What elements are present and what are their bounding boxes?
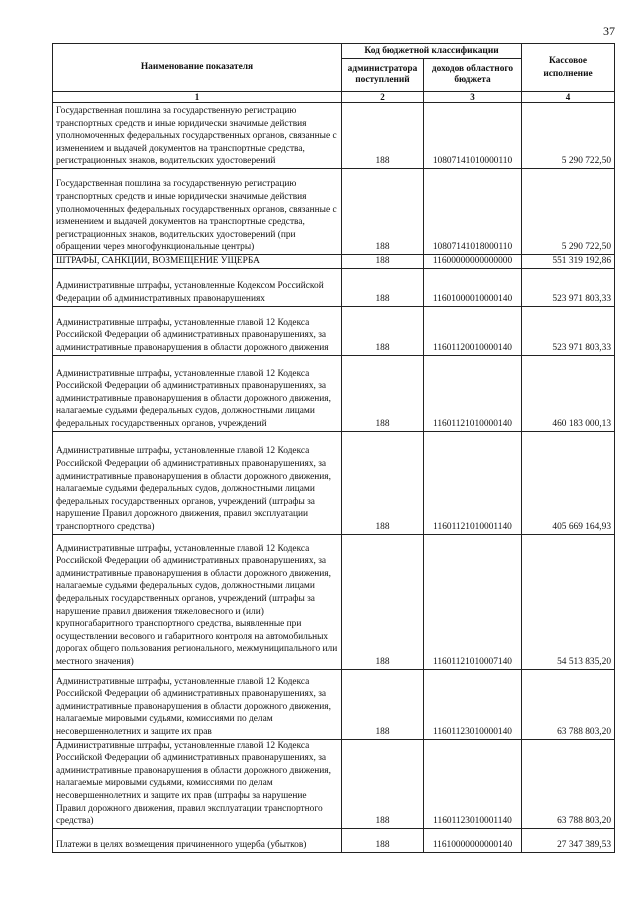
- row-budget-code: 10807141018000110: [424, 169, 522, 255]
- column-number: 2: [342, 92, 424, 103]
- row-amount: 5 290 722,50: [522, 169, 615, 255]
- row-budget-code: 11600000000000000: [424, 255, 522, 269]
- row-name: ШТРАФЫ, САНКЦИИ, ВОЗМЕЩЕНИЕ УЩЕРБА: [53, 255, 342, 269]
- table-row: [53, 355, 615, 431]
- table-row: [53, 739, 615, 828]
- row-admin-code: 188: [342, 255, 424, 269]
- row-admin-code: 188: [342, 169, 424, 255]
- column-number: 3: [424, 92, 522, 103]
- row-admin-code: 188: [342, 534, 424, 669]
- column-number: 4: [522, 92, 615, 103]
- row-amount: 63 788 803,20: [522, 739, 615, 828]
- row-admin-code: 188: [342, 268, 424, 306]
- row-name: Административные штрафы, установленные главой 12 Кодекса Российской Федерации об административных правонарушениях, за административные правонарушения в области дорожного движения, налагаемые судьями федеральных судов, должностными лицами федеральных государственных органов, учреждений: [53, 355, 342, 431]
- row-amount: 523 971 803,33: [522, 268, 615, 306]
- header-cash-execution: Кассовое исполнение: [522, 44, 615, 92]
- header-revenue-code: доходов областного бюджета: [424, 59, 522, 92]
- row-admin-code: 188: [342, 669, 424, 739]
- row-budget-code: 11601121010001140: [424, 431, 522, 534]
- table-row: [53, 103, 615, 169]
- row-amount: 405 669 164,93: [522, 431, 615, 534]
- row-name: Административные штрафы, установленные главой 12 Кодекса Российской Федерации об административных правонарушениях, за административные правонарушения в области дорожного движения, налагаемые судьями федеральных судов, должностными лицами федеральных государственных органов, учреждений (штрафы за нарушение правил движения тяжеловесного и (или) крупногабаритного транспортного средства, выявленные при осуществлении весового и габаритного контроля на автомобильных дорогах общего пользования регионального, межмуниципального или местного значения): [53, 534, 342, 669]
- row-amount: 54 513 835,20: [522, 534, 615, 669]
- row-name: Платежи в целях возмещения причиненного ущерба (убытков): [53, 828, 342, 852]
- row-budget-code: 11610000000000140: [424, 828, 522, 852]
- row-budget-code: 11601121010007140: [424, 534, 522, 669]
- row-budget-code: 11601121010000140: [424, 355, 522, 431]
- table-row: [53, 431, 615, 534]
- row-admin-code: 188: [342, 103, 424, 169]
- table-row: [53, 669, 615, 739]
- row-name: Административные штрафы, установленные главой 12 Кодекса Российской Федерации об административных правонарушениях, за административные правонарушения в области дорожного движения: [53, 306, 342, 355]
- row-amount: 460 183 000,13: [522, 355, 615, 431]
- row-admin-code: 188: [342, 306, 424, 355]
- header-indicator-name: Наименование показателя: [53, 44, 342, 92]
- page-number: 37: [603, 24, 615, 38]
- row-name: Государственная пошлина за государственную регистрацию транспортных средств и иные юридически значимые действия уполномоченных федеральных государственных органов, связанные с изменением и выдачей документов на транспортные средства, регистрационных знаков, водительских удостоверений (при обращении через многофункциональные центры): [53, 169, 342, 255]
- row-name: Государственная пошлина за государственную регистрацию транспортных средств и иные юридически значимые действия уполномоченных федеральных государственных органов, связанные с изменением и выдачей документов на транспортные средства, регистрационных знаков, водительских удостоверений: [53, 103, 342, 169]
- header-administrator: администратора поступлений: [342, 59, 424, 92]
- row-amount: 523 971 803,33: [522, 306, 615, 355]
- table-row: [53, 534, 615, 669]
- table-row: [53, 306, 615, 355]
- row-name: Административные штрафы, установленные главой 12 Кодекса Российской Федерации об административных правонарушениях, за административные правонарушения в области дорожного движения, налагаемые мировыми судьями, комиссиями по делам несовершеннолетних и защите их прав: [53, 669, 342, 739]
- table-row: [53, 268, 615, 306]
- budget-table: [52, 43, 615, 853]
- row-budget-code: 10807141010000110: [424, 103, 522, 169]
- row-name: Административные штрафы, установленные главой 12 Кодекса Российской Федерации об административных правонарушениях, за административные правонарушения в области дорожного движения, налагаемые судьями федеральных судов, должностными лицами федеральных государственных органов, учреждений (штрафы за нарушение Правил дорожного движения, правил эксплуатации транспортного средства): [53, 431, 342, 534]
- table-row: [53, 255, 615, 269]
- row-budget-code: 11601123010001140: [424, 739, 522, 828]
- row-admin-code: 188: [342, 828, 424, 852]
- row-name: Административные штрафы, установленные Кодексом Российской Федерации об административных правонарушениях: [53, 268, 342, 306]
- row-admin-code: 188: [342, 739, 424, 828]
- table-row: [53, 169, 615, 255]
- row-admin-code: 188: [342, 355, 424, 431]
- row-name: Административные штрафы, установленные главой 12 Кодекса Российской Федерации об административных правонарушениях, за административные правонарушения в области дорожного движения, налагаемые мировыми судьями, комиссиями по делам несовершеннолетних и защите их прав (штрафы за нарушение Правил дорожного движения, правил эксплуатации транспортного средства): [53, 739, 342, 828]
- row-admin-code: 188: [342, 431, 424, 534]
- column-number: 1: [53, 92, 342, 103]
- table-row: [53, 828, 615, 852]
- row-budget-code: 11601000010000140: [424, 268, 522, 306]
- row-budget-code: 11601120010000140: [424, 306, 522, 355]
- row-budget-code: 11601123010000140: [424, 669, 522, 739]
- row-amount: 27 347 389,53: [522, 828, 615, 852]
- header-classification-code: Код бюджетной классификации: [342, 44, 522, 59]
- row-amount: 5 290 722,50: [522, 103, 615, 169]
- row-amount: 63 788 803,20: [522, 669, 615, 739]
- row-amount: 551 319 192,86: [522, 255, 615, 269]
